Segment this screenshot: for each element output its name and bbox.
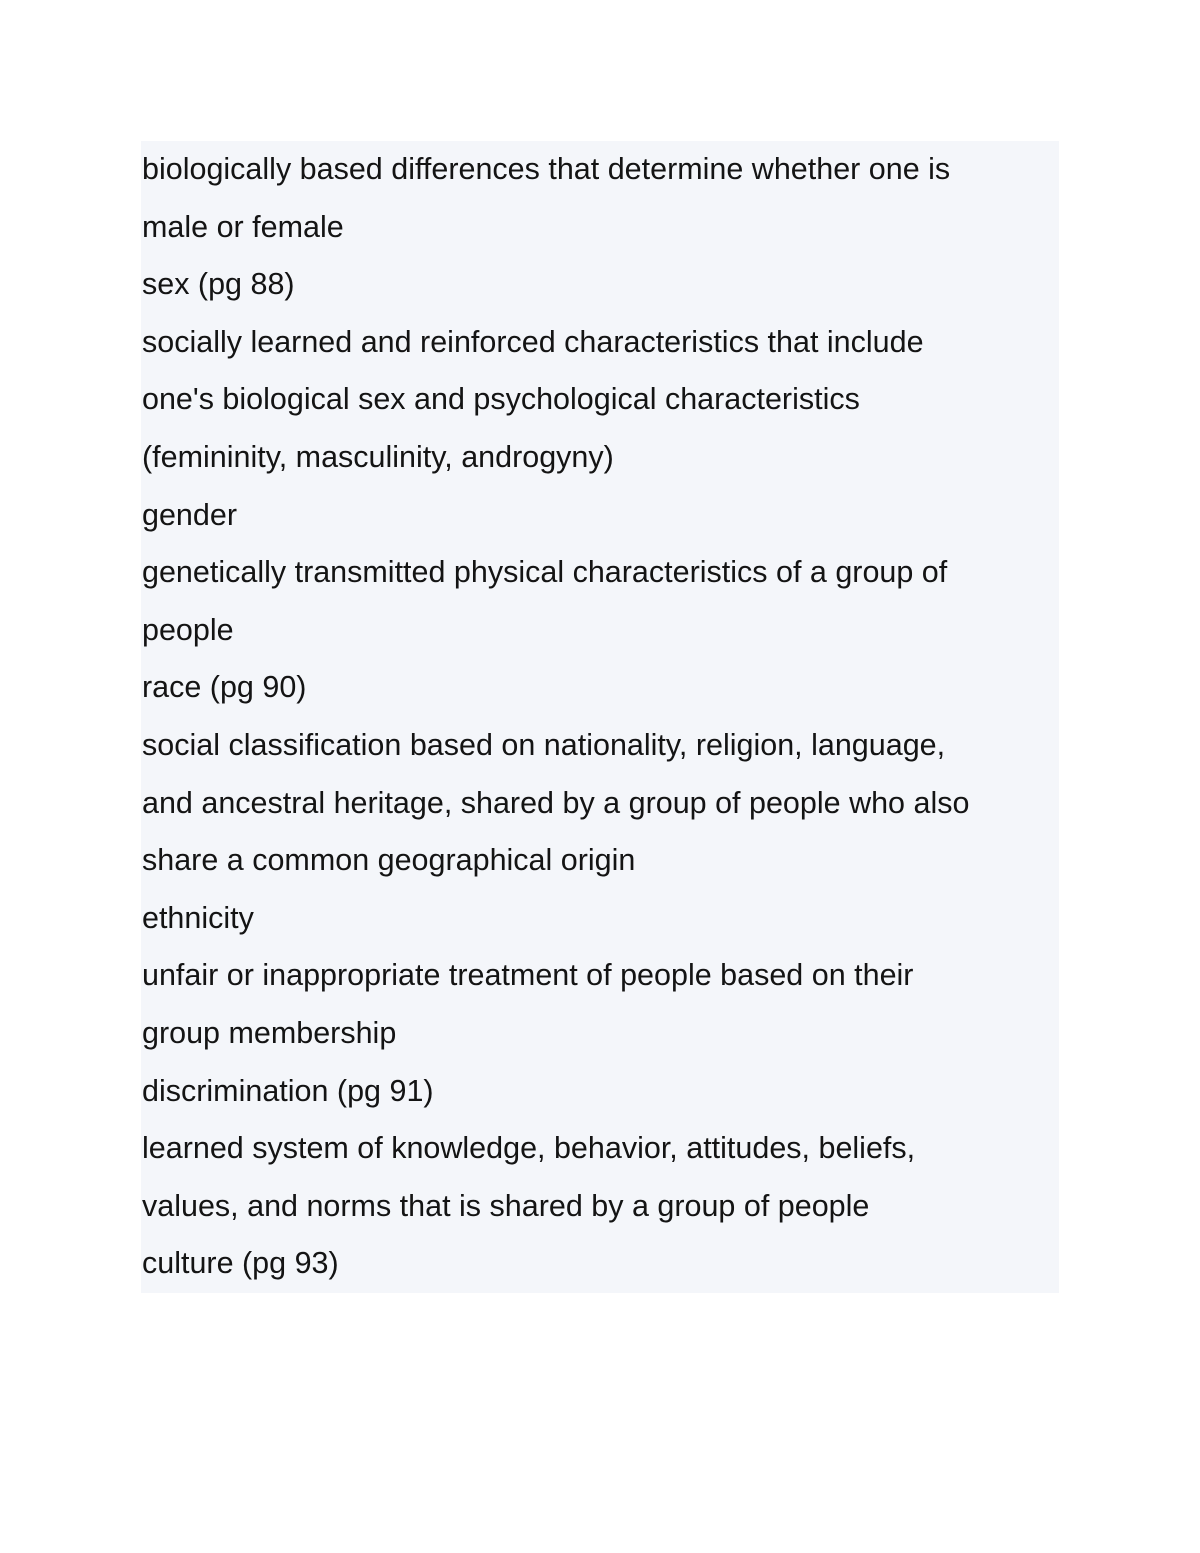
definition-text: one's biological sex and psychological characteristics bbox=[142, 382, 860, 417]
flashcard-text-block bbox=[141, 141, 1059, 1293]
definition-text: and ancestral heritage, shared by a group of people who also bbox=[142, 785, 970, 820]
definition-text: people bbox=[142, 612, 234, 647]
definition-text: share a common geographical origin bbox=[142, 843, 636, 878]
definition-text: genetically transmitted physical characteristics of a group of bbox=[142, 555, 948, 590]
term-text: discrimination (pg 91) bbox=[142, 1073, 434, 1108]
term-text: sex (pg 88) bbox=[142, 267, 295, 302]
definition-text: unfair or inappropriate treatment of people based on their bbox=[142, 958, 914, 993]
definition-text: learned system of knowledge, behavior, attitudes, beliefs, bbox=[142, 1131, 916, 1166]
definition-text: biologically based differences that determine whether one is bbox=[142, 152, 951, 186]
term-text: race (pg 90) bbox=[142, 670, 307, 705]
definition-text: male or female bbox=[142, 209, 344, 244]
definition-text: (femininity, masculinity, androgyny) bbox=[142, 439, 614, 474]
term-text: gender bbox=[142, 497, 237, 532]
definition-text: group membership bbox=[142, 1015, 397, 1050]
term-text: ethnicity bbox=[142, 900, 254, 935]
definition-text: social classification based on nationality, religion, language, bbox=[142, 727, 946, 762]
definition-text: socially learned and reinforced characteristics that include bbox=[142, 324, 924, 359]
term-text: culture (pg 93) bbox=[142, 1246, 339, 1281]
definition-text: values, and norms that is shared by a group of people bbox=[142, 1188, 870, 1223]
